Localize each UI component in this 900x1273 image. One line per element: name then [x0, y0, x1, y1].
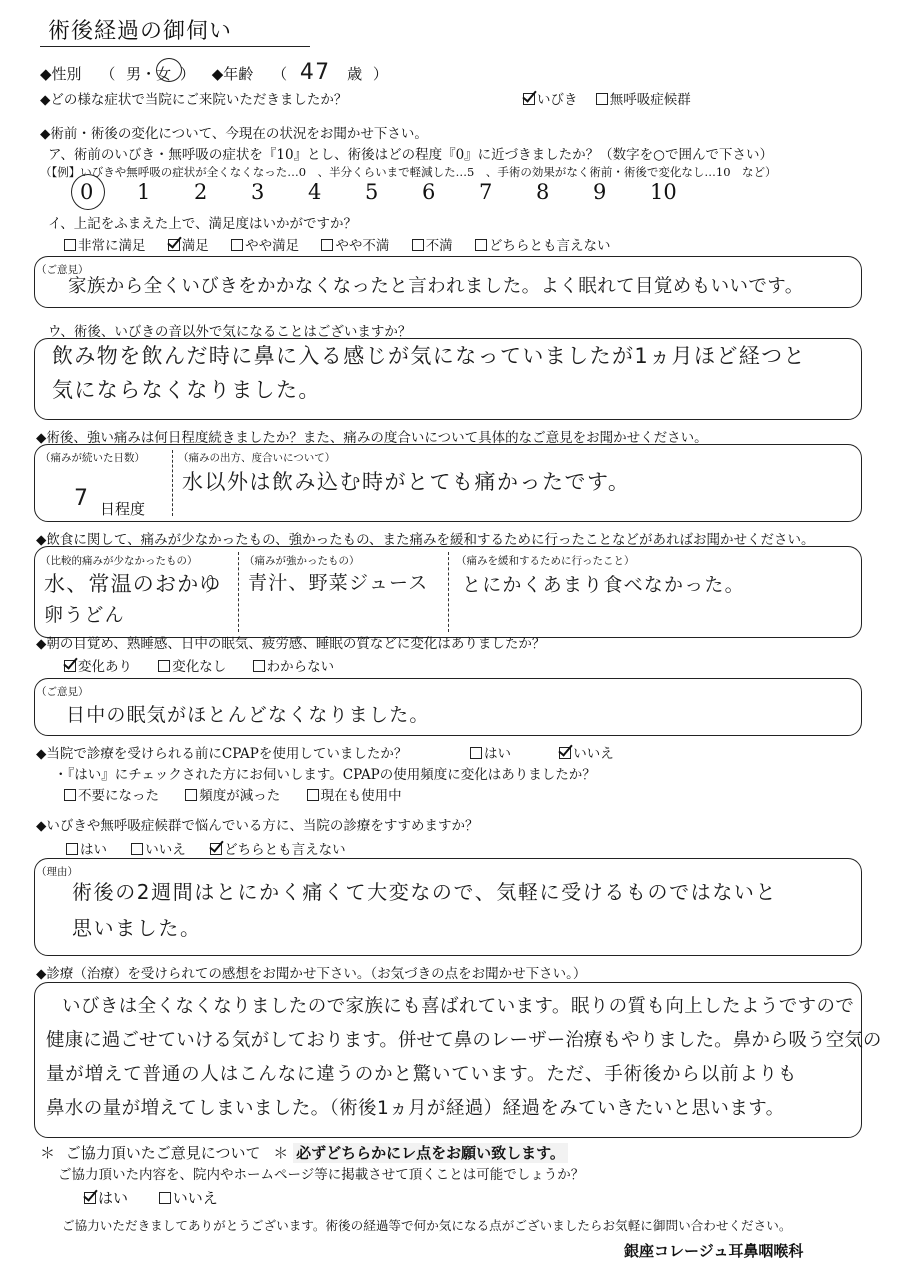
gender-open: （: [100, 65, 116, 83]
q1-options: [523, 88, 691, 108]
age-close: ）: [372, 65, 388, 83]
sat-dis-checkbox[interactable]: [412, 239, 424, 251]
consent-question: ご協力頂いた内容を、院内やホームページ等に掲載させて頂くことは可能でしょうか？: [58, 1167, 585, 1183]
q2-opinion-text: 家族から全くいびきをかかなくなったと言われました。よく眠れて目覚めもいいです。: [68, 276, 804, 297]
q2-example: （【例】いびきや無呼吸の症状が全くなくなった…0 、半分くらいまで軽減した…5 、手術の効果がなく術前・術後で変化なし…10 など）: [40, 165, 777, 179]
q5-unknown-checkbox[interactable]: [253, 660, 265, 672]
q5-answer: 日中の眠気がほとんどなくなりました。: [66, 704, 430, 726]
q1-snoring-checkbox[interactable]: [523, 93, 535, 105]
consent-no-checkbox[interactable]: [159, 1192, 171, 1204]
gender-male[interactable]: 男: [126, 65, 142, 83]
q7-yes-label: はい: [80, 842, 107, 858]
q6-still-label: 現在も使用中: [320, 788, 402, 804]
q4-relief: とにかくあまり食べなかった。: [462, 574, 745, 596]
q6-sub-text: ・『はい』にチェックされた方にお伺いします。CPAPの使用頻度に変化はありましたか？: [54, 767, 596, 783]
q5-text: ◆朝の目覚め、熟睡感、日中の眠気、疲労感、睡眠の質などに変化はありましたか？: [36, 636, 546, 652]
consent-yes-checkbox[interactable]: [84, 1192, 96, 1204]
q5-opinion-label: （ご意見）: [36, 686, 89, 698]
q6-text: ◆当院で診療を受けられる前にCPAPを使用していましたか？: [36, 746, 408, 762]
scale-9[interactable]: 9: [593, 180, 607, 204]
q6-yes-checkbox[interactable]: [470, 747, 482, 759]
sat-neither-label: どちらとも言えない: [488, 238, 611, 254]
q8-text: ◆診療（治療）を受けられての感想をお聞かせ下さい。（お気づきの点をお聞かせ下さい。）: [36, 966, 587, 982]
q3-days-label: （痛みが続いた日数）: [40, 452, 145, 464]
q5-nochange-checkbox[interactable]: [158, 660, 170, 672]
q1-snoring-label: いびき: [537, 92, 578, 108]
q7-no-checkbox[interactable]: [131, 843, 143, 855]
q5-changed-checkbox[interactable]: [64, 660, 76, 672]
q4-strong-label: （痛みが強かったもの）: [244, 555, 360, 567]
scale-4[interactable]: 4: [308, 180, 322, 204]
q7-neither-label: どちらとも言えない: [224, 842, 346, 858]
scale-5[interactable]: 5: [365, 180, 379, 204]
consent-heading: [40, 1142, 568, 1163]
q5-nochange-label: 変化なし: [172, 659, 227, 675]
q6-no-checkbox[interactable]: [559, 747, 571, 759]
consent-options: [84, 1187, 218, 1208]
female-circle: [156, 58, 182, 82]
q6-reduced-checkbox[interactable]: [185, 789, 197, 801]
scale-7[interactable]: 7: [479, 180, 493, 204]
q7-answer-1: 術後の2週間はとにかく痛くて大変なので、気軽に受けるものではないと: [72, 880, 778, 904]
gender-label: ◆性別: [40, 65, 82, 83]
title-underline: [40, 46, 310, 47]
sat-neither-checkbox[interactable]: [475, 239, 487, 251]
scale-1[interactable]: 1: [137, 180, 151, 204]
q7-yes-checkbox[interactable]: [66, 843, 78, 855]
q6-yes-label: はい: [484, 746, 511, 762]
q3-days-unit: 日程度: [100, 500, 146, 518]
q3-text: ◆術後、強い痛みは何日程度続きましたか？また、痛みの度合いについて具体的なご意見をお聞かせください。: [36, 430, 708, 446]
scale-2[interactable]: 2: [194, 180, 208, 204]
q1-apnea-checkbox[interactable]: [596, 93, 608, 105]
q4-text: ◆飲食に関して、痛みが少なかったもの、強かったもの、また痛みを緩和するために行ったことなどがあればお聞かせください。: [36, 532, 815, 548]
q8-line-2: 健康に過ごせていける気がしております。併せて鼻のレーザー治療もやりました。鼻から吸う空気の: [46, 1030, 882, 1051]
q7-text: ◆いびきや無呼吸症候群で悩んでいる方に、当院の診療をすすめますか？: [36, 818, 479, 834]
sat-very-checkbox[interactable]: [64, 239, 76, 251]
scale-10[interactable]: 10: [650, 180, 677, 204]
scale-3[interactable]: 3: [251, 180, 265, 204]
q6-options: [470, 742, 614, 762]
q4-divider-2: [448, 552, 449, 632]
clinic-name: 銀座コレージュ耳鼻咽喉科: [624, 1242, 804, 1260]
scale-0[interactable]: 0: [80, 180, 94, 204]
q8-line-3: 量が増えて普通の人はこんなに違うのかと驚いています。ただ、手術後から以前よりも: [46, 1064, 798, 1085]
q2-u-answer-1: 飲み物を飲んだ時に鼻に入る感じが気になっていましたが1ヵ月ほど経つと: [52, 344, 806, 368]
gender-close: ）: [179, 65, 195, 83]
q4-less-1: 水、常温のおかゆ: [44, 572, 222, 596]
q5-options: [64, 655, 334, 675]
q8-line-1: いびきは全くなくなりましたので家族にも喜ばれています。眠りの質も向上したようですので: [62, 996, 855, 1017]
q6-unneeded-checkbox[interactable]: [64, 789, 76, 801]
thanks-text: ご協力いただきましてありがとうございます。術後の経過等で何か気になる点がございましたらお気軽に御問い合わせください。: [62, 1218, 792, 1233]
q7-reason-box: [34, 858, 862, 956]
age-label: ◆年齢: [211, 65, 254, 83]
q5-changed-label: 変化あり: [78, 659, 132, 675]
q6-unneeded-label: 不要になった: [78, 788, 159, 804]
sat-dis-label: 不満: [425, 238, 453, 254]
q8-line-4: 鼻水の量が増えてしまいました。（術後1ヵ月が経過）経過をみていきたいと思います。: [46, 1098, 785, 1119]
q2-i-text: イ、上記をふまえた上で、満足度はいかがですか？: [48, 216, 358, 232]
age-unit: 歳: [347, 65, 363, 83]
q6-reduced-label: 頻度が減った: [199, 788, 281, 804]
q4-divider-1: [238, 552, 239, 632]
q6-sub-options: [64, 784, 402, 804]
q2-text: ◆術前・術後の変化について、今現在の状況をお聞かせ下さい。: [40, 126, 428, 142]
sat-satisfied-checkbox[interactable]: [168, 239, 180, 251]
sat-somewhat-dis-checkbox[interactable]: [321, 239, 333, 251]
sat-somewhat-label: やや満足: [245, 238, 300, 254]
q7-answer-2: 思いました。: [72, 916, 202, 940]
q3-days-value: 7: [74, 486, 90, 511]
scale-6[interactable]: 6: [422, 180, 436, 204]
q2-opinion-label: （ご意見）: [36, 264, 89, 276]
q2-u-text: ウ、術後、いびきの音以外で気になることはございますか？: [48, 324, 412, 340]
consent-star-2: ＊: [273, 1144, 289, 1162]
q4-strong: 青汁、野菜ジュース: [248, 572, 429, 594]
age-open: （: [272, 65, 288, 83]
q7-reason-label: （理由）: [36, 866, 78, 878]
q6-still-checkbox[interactable]: [307, 789, 319, 801]
q1-text: ◆どの様な症状で当院にご来院いただきましたか？: [40, 92, 348, 108]
q4-less-2: 卵うどん: [44, 604, 125, 626]
consent-head-bold: 必ずどちらかにレ点をお願い致します。: [293, 1143, 568, 1163]
q2-u-answer-2: 気にならなくなりました。: [52, 378, 321, 402]
q4-relief-label: （痛みを緩和するために行ったこと）: [456, 555, 635, 567]
sat-somewhat-dis-label: やや不満: [335, 238, 390, 254]
sat-very-label: 非常に満足: [78, 238, 146, 254]
q5-unknown-label: わからない: [266, 659, 335, 675]
q7-no-label: いいえ: [145, 842, 186, 858]
q3-divider: [172, 450, 173, 516]
gender-row: [40, 60, 388, 85]
q1-apnea-label: 無呼吸症候群: [609, 92, 691, 108]
consent-star-1: ＊: [40, 1144, 56, 1162]
q2-a-text: ア、術前のいびき・無呼吸の症状を『10』とし、術後はどの程度『0』に近づきましたか？（数字を○で囲んで下さい）: [48, 147, 773, 163]
consent-no-label: いいえ: [172, 1189, 218, 1207]
age-value: 47: [299, 60, 331, 85]
consent-yes-label: はい: [98, 1189, 129, 1207]
scale-8[interactable]: 8: [536, 180, 550, 204]
q6-no-label: いいえ: [573, 746, 614, 762]
sat-satisfied-label: 満足: [181, 238, 209, 254]
q3-degree-label: （痛みの出方、度合いについて）: [178, 452, 336, 464]
q3-degree-answer: 水以外は飲み込む時がとても痛かったです。: [182, 470, 631, 494]
gender-female[interactable]: 女: [156, 65, 172, 83]
q2-sat-options: [64, 234, 610, 254]
consent-head: ご協力頂いたご意見について: [65, 1144, 261, 1162]
sat-somewhat-checkbox[interactable]: [231, 239, 243, 251]
page-title: 術後経過の御伺い: [48, 19, 233, 44]
q4-less-label: （比較的痛みが少なかったもの）: [40, 555, 198, 567]
gender-dot: ・: [141, 65, 157, 83]
q2-scale: [80, 180, 707, 204]
q7-options: [66, 838, 346, 858]
scale-0-circle: [71, 174, 105, 210]
q7-neither-checkbox[interactable]: [210, 843, 222, 855]
